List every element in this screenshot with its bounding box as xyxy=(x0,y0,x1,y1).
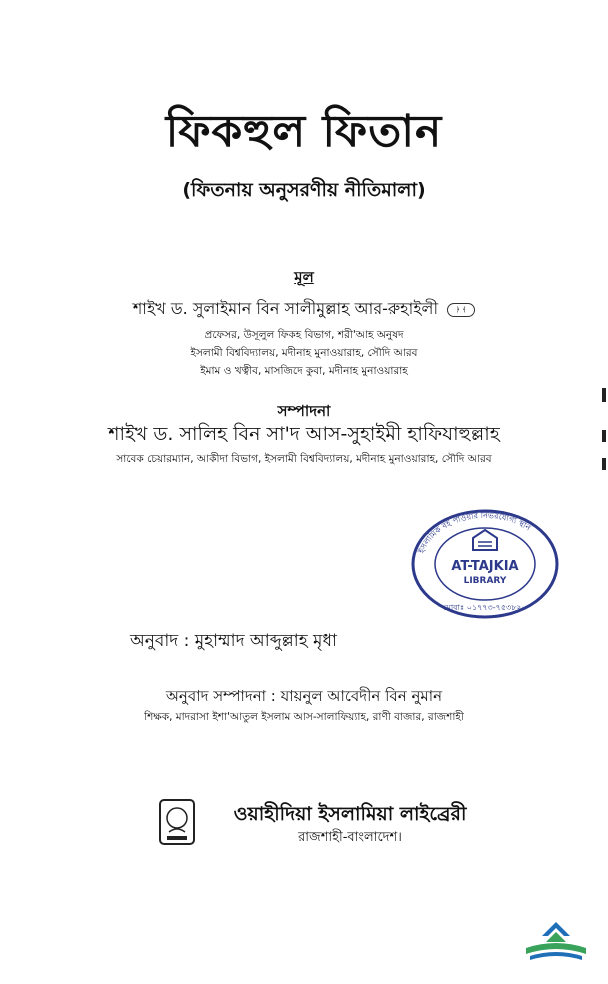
author-name-text: শাইখ ড. সুলাইমান বিন সালীমুল্লাহ আর-রুহাইলী xyxy=(132,299,439,318)
author-credential-3: ইমাম ও খত্বীব, মাসজিদে কুবা, মদীনাহ মুনাওয়ারাহ xyxy=(200,365,408,377)
stamp-sub: LIBRARY xyxy=(463,576,507,586)
stamp-book-icon xyxy=(473,530,497,550)
book-title: ফিকহুল ফিতান xyxy=(165,106,443,157)
author-credential-1: প্রফেসর, উসূলুল ফিকহ বিভাগ, শরী'আহ অনুষদ xyxy=(204,329,404,341)
publisher-place: রাজশাহী-বাংলাদেশ। xyxy=(298,830,402,845)
translation-editor-line: অনুবাদ সম্পাদনা : যায়নুল আবেদীন বিন নুমান xyxy=(165,687,443,705)
stamp-ring-text: ইসলামিক বই পাওয়ার নির্ভরযোগ্য স্থান xyxy=(416,510,533,555)
publisher-logo-icon xyxy=(158,798,196,846)
stamp-name: AT-TAJKIA xyxy=(451,559,519,574)
scan-margin-mark xyxy=(602,430,606,442)
author-name xyxy=(0,296,608,323)
scan-margin-mark xyxy=(602,458,606,470)
library-stamp xyxy=(410,508,560,620)
author-credential-2: ইসলামী বিশ্ববিদ্যালয়, মদীনাহ মুনাওয়ারাহ, সৌদি আরব xyxy=(190,347,418,359)
translator-line: অনুবাদ : মুহাম্মাদ আব্দুল্লাহ মৃধা xyxy=(130,631,337,651)
scan-margin-mark xyxy=(602,388,606,402)
editor-credentials: সাবেক চেয়ারম্যান, আকীদা বিভাগ, ইসলামী বিশ্ববিদ্যালয়, মদীনাহ মুনাওয়ারাহ, সৌদি আরব xyxy=(116,453,492,465)
original-heading: মূল xyxy=(294,268,314,286)
book-subtitle: (ফিতনায় অনুসরণীয় নীতিমালা) xyxy=(182,179,426,201)
corner-logo-icon xyxy=(520,918,592,968)
editing-heading: সম্পাদনা xyxy=(277,402,331,420)
editor-name: শাইখ ড. সালিহ বিন সা'দ আস-সুহাইমী হাফিযাহুল্লাহ xyxy=(108,423,500,445)
publisher-name: ওয়াহীদিয়া ইসলামিয়া লাইব্রেরী xyxy=(233,803,467,825)
translation-editor-credentials: শিক্ষক, মাদরাসা ইশা'আতুল ইসলাম আস-সালাফিয়্যাহ, রাণী বাজার, রাজশাহী xyxy=(144,711,464,723)
honorific-seal-icon: ﴿ ﴾ xyxy=(447,303,475,317)
stamp-phone: মোবাঃ ০১৭৭৩-৭৫৩৮২০ xyxy=(443,603,527,612)
